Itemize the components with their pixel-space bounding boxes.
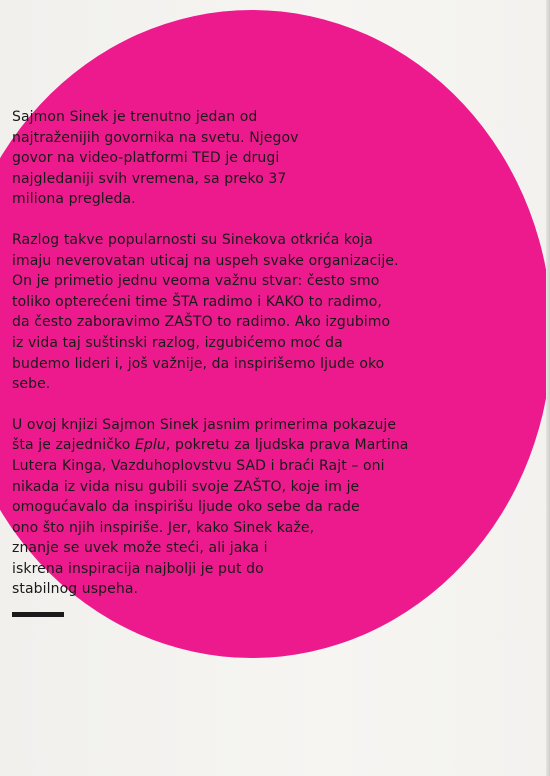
text-line: nikada iz vida nisu gubili svoje ZAŠTO, koje im je [12,478,360,495]
blurb-text [12,107,442,600]
text-line: iz vida taj suštinski razlog, izgubićemo moć da [12,334,343,351]
text-line: budemo lideri i, još važnije, da inspirišemo ljude oko [12,355,385,372]
paragraph-3 [12,415,442,600]
text-line: Razlog takve popularnosti su Sinekova otkrića koja [12,231,373,248]
decorative-rule [12,612,64,617]
text-line: najgledaniji svih vremena, sa preko 37 [12,170,287,187]
text-fragment: , pokretu za ljudska prava Martina [165,437,409,454]
page-edge-shadow [546,0,550,776]
text-fragment: šta je zajedničko [12,437,135,454]
text-line: govor na video-platformi TED je drugi [12,150,280,167]
text-line: znanje se uvek može steći, ali jaka i [12,540,268,557]
text-line: stabilnog uspeha. [12,581,139,598]
text-line: U ovoj knjizi Sajmon Sinek jasnim primerima pokazuje [12,416,397,433]
text-line: Sajmon Sinek je trenutno jedan od [12,109,258,125]
text-line: ono što njih inspiriše. Jer, kako Sinek kaže, [12,519,315,536]
text-line: sebe. [12,376,51,393]
text-line: On je primetio jednu veoma važnu stvar: često smo [12,273,380,290]
text-line: omogućavalo da inspirišu ljude oko sebe da rade [12,499,360,516]
text-line: iskrena inspiracija najbolji je put do [12,560,264,577]
text-line: miliona pregleda. [12,191,136,208]
paragraph-2 [12,230,442,395]
text-line: najtraženijih govornika na svetu. Njegov [12,129,299,146]
text-line: Lutera Kinga, Vazduhoplovstvu SAD i braći Rajt – oni [12,457,385,474]
text-line: imaju neverovatan uticaj na uspeh svake organizacije. [12,252,399,269]
text-line [12,435,442,456]
text-line: toliko opterećeni time ŠTA radimo i KAKO to radimo, [12,293,382,310]
italic-company-name: Eplu [134,437,166,454]
paragraph-1 [12,107,442,210]
paragraph-gap [12,395,442,415]
paragraph-gap [12,210,442,230]
text-line: da često zaboravimo ZAŠTO to radimo. Ako izgubimo [12,314,391,331]
